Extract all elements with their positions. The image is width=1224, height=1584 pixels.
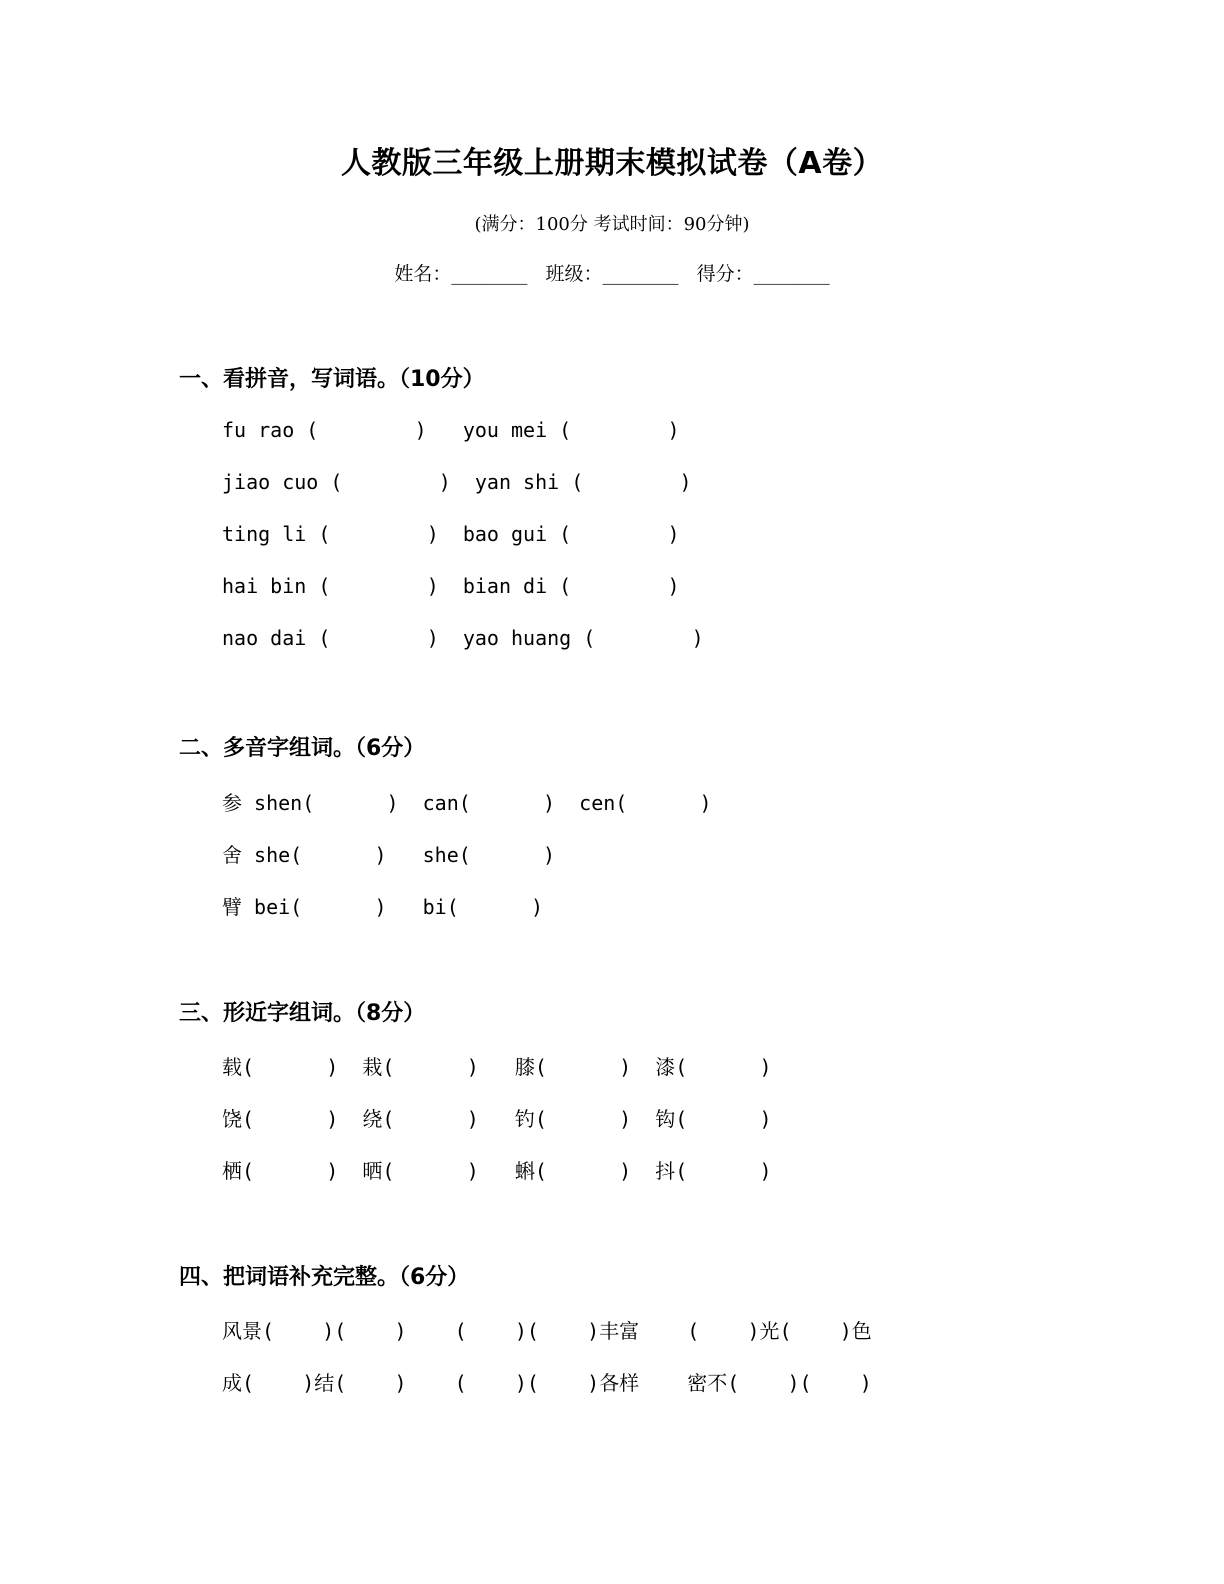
section-4-line-2: 成( )结( ) ( )( )各样 密不( )( )	[222, 1371, 872, 1395]
section-1-line-3: ting li ( ) bao gui ( )	[222, 522, 680, 546]
page-title: 人教版三年级上册期末模拟试卷（A卷）	[340, 146, 884, 181]
section-1-title: 一、看拼音，写词语。（10分）	[179, 367, 485, 392]
section-1-line-4: hai bin ( ) bian di ( )	[222, 574, 680, 598]
student-info-line: 姓名：________ 班级：________ 得分：________	[394, 263, 830, 285]
section-1-line-5: nao dai ( ) yao huang ( )	[222, 626, 704, 650]
section-1-line-2: jiao cuo ( ) yan shi ( )	[222, 470, 692, 494]
section-3-line-1: 载( ) 栽( ) 膝( ) 漆( )	[222, 1055, 772, 1079]
section-2-line-2: 舍 she( ) she( )	[222, 843, 556, 867]
section-3-line-2: 饶( ) 绕( ) 钓( ) 钩( )	[222, 1107, 772, 1131]
section-3-title: 三、形近字组词。（8分）	[179, 1001, 426, 1026]
section-4-title: 四、把词语补充完整。（6分）	[179, 1265, 470, 1290]
section-2-title: 二、多音字组词。（6分）	[179, 736, 426, 761]
section-3-line-3: 栖( ) 晒( ) 蝌( ) 抖( )	[222, 1159, 772, 1183]
section-2-line-1: 参 shen( ) can( ) cen( )	[222, 791, 712, 815]
section-2-line-3: 臂 bei( ) bi( )	[222, 895, 544, 919]
section-4-line-1: 风景( )( ) ( )( )丰富 ( )光( )色	[222, 1319, 872, 1343]
section-1-line-1: fu rao ( ) you mei ( )	[222, 418, 680, 442]
exam-subtitle: (满分：100分 考试时间：90分钟)	[474, 214, 750, 235]
